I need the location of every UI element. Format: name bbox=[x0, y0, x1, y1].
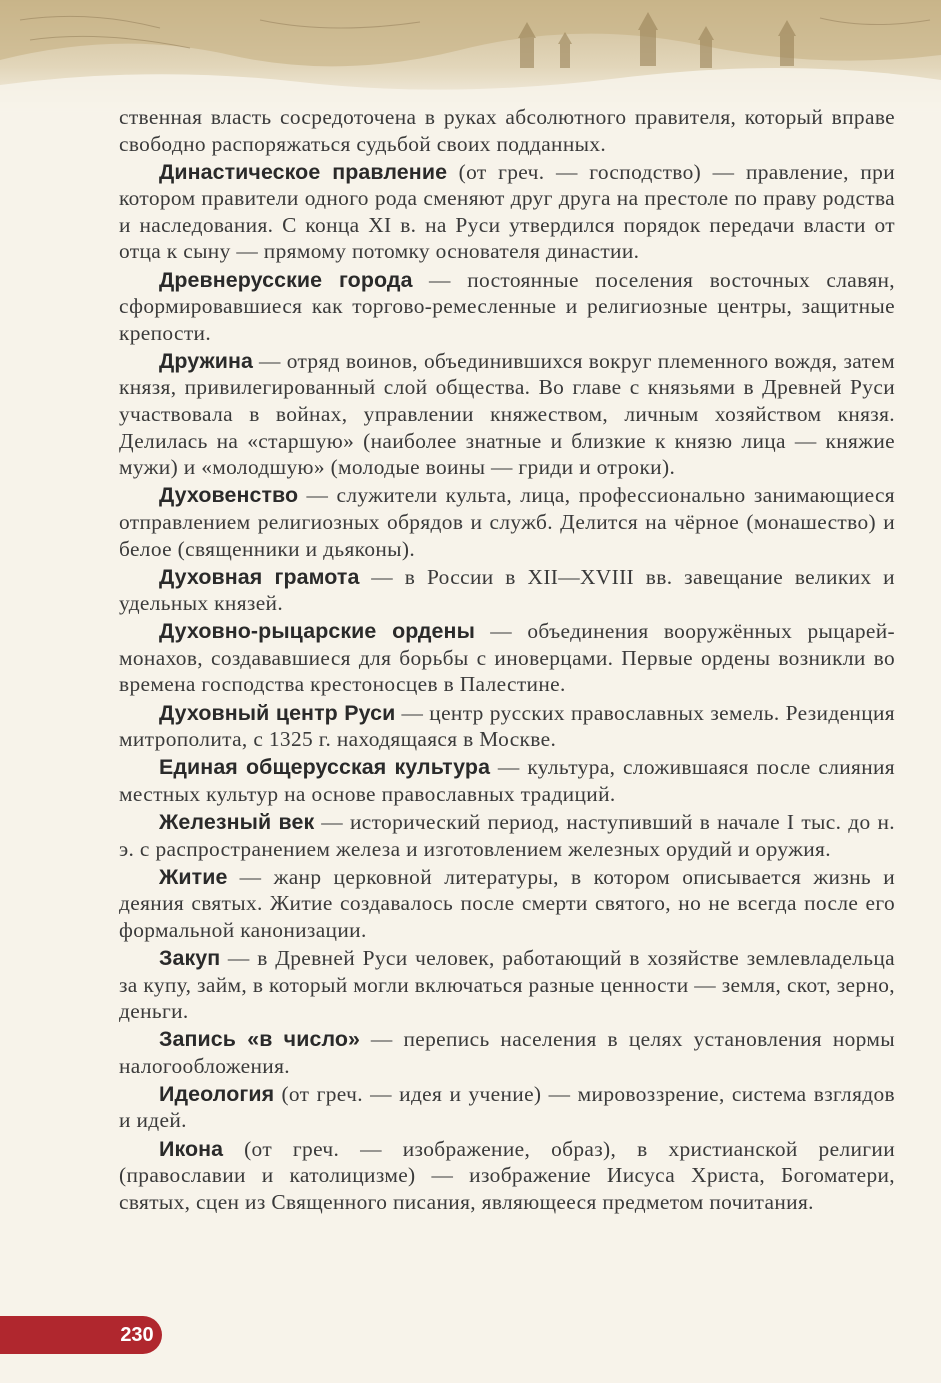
glossary-definition: — отряд воинов, объединившихся вокруг племенного вождя, затем князя, привилегированный слой общества. Во главе с князьями в Древней Руси участвовала в войнах, управлении княжеством, личным хозяйством князя. Делилась на «старшую» (наиболее знатные и близкие к князю лица — княжие мужи) и «молодшую» (молодые воины — гриди и отроки). bbox=[119, 348, 895, 480]
glossary-entry bbox=[119, 348, 895, 481]
glossary-term: Дружина bbox=[159, 348, 254, 373]
glossary-definition: — культура, сложившаяся после слияния местных культур на основе православных традиций. bbox=[119, 755, 895, 806]
glossary-entry bbox=[119, 754, 895, 807]
glossary-definition: — объединения вооружённых рыцарей-монахов, создававшиеся для борьбы с иноверцами. Первые ордены возникли во времена господства крестоносцев в Палестине. bbox=[119, 619, 896, 697]
glossary-definition: (от греч. — изображение, образ), в христианской религии (православии и католицизме) — изображение Иисуса Христа, Богоматери, святых, сцен из Священного писания, являющееся предметом почитания. bbox=[119, 1136, 895, 1214]
glossary-term: Духовная грамота bbox=[159, 564, 360, 589]
glossary-term: Железный век bbox=[159, 809, 315, 834]
glossary-definition: — служители культа, лица, профессионально занимающиеся отправлением религиозных обрядов и служб. Делится на чёрное (монашество) и белое (священники и дьяконы). bbox=[119, 483, 895, 561]
glossary-term: Закуп bbox=[159, 945, 221, 970]
glossary-entry bbox=[119, 267, 895, 347]
glossary-term: Духовенство bbox=[159, 483, 299, 508]
glossary-entry bbox=[119, 945, 895, 1025]
glossary-term: Духовно-рыцарские ордены bbox=[159, 619, 475, 644]
glossary-entry bbox=[119, 809, 895, 862]
header-decoration bbox=[0, 0, 941, 112]
glossary-definition: ственная власть сосредоточена в руках абсолютного правителя, который вправе свободно распоряжаться судьбой своих подданных. bbox=[119, 105, 895, 156]
glossary-term: Икона bbox=[159, 1136, 224, 1161]
glossary-entry bbox=[119, 1136, 895, 1216]
glossary-term: Единая общерусская культура bbox=[159, 755, 491, 780]
glossary-definition: (от греч. — господство) — правление, при котором правители одного рода сменяют друг друга на престоле по праву родства и наследования. С конца XI в. на Руси утвердился порядок передачи власти от отца к сыну — прямому потомку основателя династии. bbox=[119, 159, 896, 264]
glossary-definition: — исторический период, наступивший в начале I тыс. до н. э. с распространением железа и изготовлением железных орудий и оружия. bbox=[119, 809, 895, 861]
glossary-definition: — в России в XII—XVIII вв. завещание великих и удельных князей. bbox=[119, 564, 895, 616]
glossary-definition: — центр русских православных земель. Резиденция митрополита, с 1325 г. находящаяся в Москве. bbox=[119, 700, 895, 752]
glossary-term: Династическое правление bbox=[159, 159, 448, 184]
glossary-definition: (от греч. — идея и учение) — мировоззрение, система взглядов и идей. bbox=[119, 1081, 895, 1133]
glossary-term: Древнерусские города bbox=[159, 267, 413, 292]
glossary-term: Житие bbox=[159, 864, 228, 889]
glossary-entry bbox=[119, 618, 895, 698]
glossary-entry-continued bbox=[119, 104, 895, 157]
glossary-entry bbox=[119, 1081, 895, 1134]
glossary-entry bbox=[119, 864, 895, 944]
page-number: 230 bbox=[120, 1324, 154, 1346]
glossary-definition: — жанр церковной литературы, в котором описывается жизнь и деяния святых. Житие создавалось после смерти святого, но не всегда после его формальной канонизации. bbox=[119, 864, 895, 942]
glossary-definition: — в Древней Руси человек, работающий в хозяйстве землевладельца за купу, займ, в который могли включаться разные ценности — земля, скот, зерно, деньги. bbox=[119, 945, 895, 1024]
glossary-definition: — перепись населения в целях установления нормы налогообложения. bbox=[119, 1027, 895, 1078]
glossary-term: Духовный центр Руси bbox=[159, 700, 396, 725]
glossary-entry bbox=[119, 564, 895, 617]
glossary-term: Идеология bbox=[159, 1081, 275, 1106]
glossary-entry bbox=[119, 482, 895, 562]
glossary-text bbox=[119, 104, 895, 1217]
glossary-entry bbox=[119, 700, 895, 753]
glossary-entry bbox=[119, 159, 895, 265]
glossary-entry bbox=[119, 1026, 895, 1079]
glossary-term: Запись «в число» bbox=[159, 1027, 361, 1052]
glossary-definition: — постоянные поселения восточных славян, сформировавшиеся как торгово-ремесленные и религиозные центры, защитные крепости. bbox=[119, 267, 896, 345]
